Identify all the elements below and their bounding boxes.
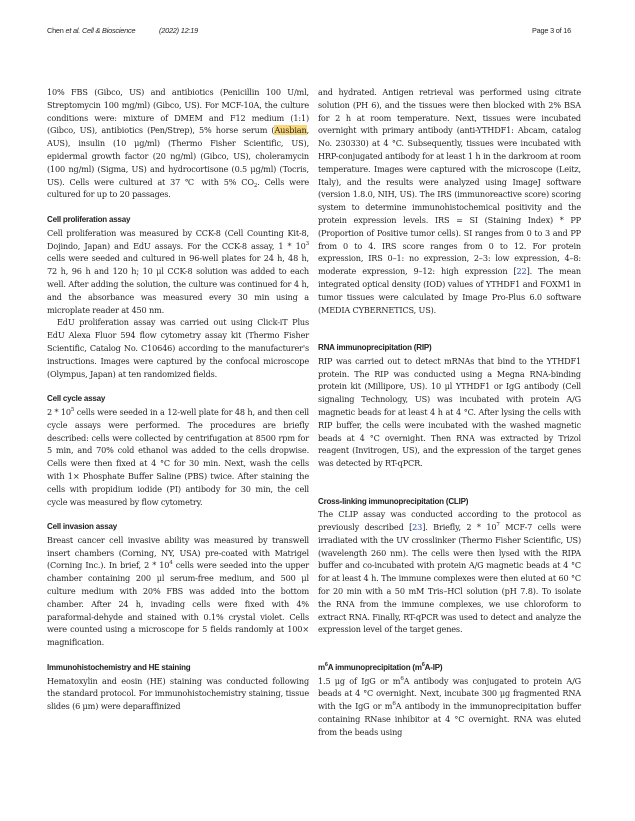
text-span: Cell proliferation was measured by CCK-8 (Cell Counting Kit-8, Dojindo, Japan) and EdU assays. For the CCK-8 assay, 1 * 10 xyxy=(47,227,309,251)
text-span: , AUS), insulin (10 μg/ml) (Thermo Fisher Scientific, US), epidermal growth factor (20 ng/ml) (Gibco, US), choleramycin (100 ng/ml) (Sigma, US) and hydrocortisone (0.5 μg/ml) (Tocris, US). Cells were cultured at 37 ℃ with 5% CO xyxy=(47,125,309,187)
header-year-volume: (2022) 12:19 xyxy=(159,26,198,35)
header-authors: Chen xyxy=(47,26,64,35)
highlighted-text[interactable]: Ausbian xyxy=(274,125,307,136)
text-span: The CLIP assay was conducted according to the protocol as previously described [ xyxy=(318,509,581,533)
clip-paragraph xyxy=(318,508,581,636)
culture-paragraph xyxy=(47,86,309,201)
superscript: 6 xyxy=(421,661,425,668)
subscript: 2 xyxy=(253,182,258,189)
ihc-continued-paragraph xyxy=(318,86,581,316)
header-citation-left xyxy=(47,26,135,35)
superscript: 4 xyxy=(169,560,173,567)
text-span: 2 * 10 xyxy=(47,406,71,417)
right-column xyxy=(318,86,581,739)
superscript: 6 xyxy=(400,675,404,682)
text-span: cells were seeded into the upper chamber containing 200 μl serum-free medium, and 500 μl culture medium with 20% FBS was added into the bottom chamber. After 24 h, invading cells were fixed with 4% paraformal-dehyde and stained with 0.1% crystal violet. Cells were counted using a microscope for 5 fields randomly at 100× magnification. xyxy=(47,560,309,648)
proliferation-paragraph-1 xyxy=(47,227,309,317)
cell-cycle-paragraph xyxy=(47,406,309,508)
proliferation-paragraph-2: EdU proliferation assay was carried out using Click-iT Plus EdU Alexa Fluor 594 flow cytometry assay kit (Thermo Fisher Scientific, Catalog No. C10646) according to the manufacturer's instructions. Images were captured by the confocal microscope (Olympus, Japan) at ten randomized fields. xyxy=(47,317,309,379)
section-heading-proliferation: Cell proliferation assay xyxy=(47,214,131,224)
left-column xyxy=(47,86,309,713)
header-etal: et al. xyxy=(65,26,81,35)
superscript: 6 xyxy=(392,701,396,708)
invasion-paragraph xyxy=(47,534,309,649)
reference-link-23[interactable]: 23 xyxy=(412,522,423,533)
page-number: Page 3 of 16 xyxy=(532,26,571,35)
text-span: A immunoprecipitation (m xyxy=(327,662,422,672)
reference-link-22[interactable]: 22 xyxy=(516,266,527,277)
section-heading-clip: Cross-linking immunoprecipitation (CLIP) xyxy=(318,496,469,506)
section-heading-cell-cycle: Cell cycle assay xyxy=(47,394,106,404)
text-span: 1.5 μg of IgG or m xyxy=(318,675,401,686)
text-span: cells were seeded and cultured in 96-well plates for 24 h, 48 h, 72 h, 96 h and 120 h; 10 μl CCK-8 solution was added to each well. After adding the solution, the culture was continued for 4 h, and the absorbance was measured every 30 min using a microplate reader at 450 nm. xyxy=(47,253,309,315)
text-span: MCF-7 cells were irradiated with the UV crosslinker (Thermo Fisher Scientific, US) (wavelength 260 nm). The cells were then lysed with the RIPA buffer and co-incubated with protein A/G magnetic beads at 4 °C for at least 4 h. The immune complexes were then eluted at 60 °C for 20 min with a 50 mM Tris–HCl solution (pH 7.8). To isolate the RNA from the immune complexes, we use chloroform to extract RNA. Finally, RT-qPCR was used to detect and analyze the expression level of the target genes. xyxy=(318,522,581,635)
superscript: 6 xyxy=(324,661,328,668)
text-span: m xyxy=(318,662,325,672)
ihc-paragraph: Hematoxylin and eosin (HE) staining was conducted following the standard protocol. For immunohistochemistry staining, tissue slides (6 μm) were deparaffinized xyxy=(47,675,309,712)
section-heading-invasion: Cell invasion assay xyxy=(47,522,118,532)
text-span: . Cells were cultured for up to 20 passages. xyxy=(47,176,309,200)
text-span: Breast cancer cell invasive ability was measured by transwell insert chambers (Corning, NY, USA) pre-coated with Matrigel (Corning Inc.). In brief, 2 * 10 xyxy=(47,534,309,571)
section-heading-ihc: Immunohistochemistry and HE staining xyxy=(47,662,191,672)
superscript: 5 xyxy=(70,406,75,413)
text-span: A antibody was conjugated to protein A/G beads at 4 °C overnight. Next, incubate 300 μg fragmented RNA with the IgG or m xyxy=(318,675,581,712)
section-heading-m6a-ip xyxy=(318,662,581,675)
text-span: 10% FBS (Gibco, US) and antibiotics (Penicillin 100 U/ml, Streptomycin 100 mg/ml) (Gibco, US). For MCF-10A, the culture conditions were: mixture of DMEM and F12 medium (1:1) (Gibco, US), antibiotics (Pen/Strep), 5% horse serum ( xyxy=(47,87,309,136)
m6a-ip-paragraph xyxy=(318,675,581,739)
header-journal: Cell & Bioscience xyxy=(81,26,136,35)
text-span: A antibody in the immunoprecipitation buffer containing RNase inhibitor at 4 °C overnight. RNA was eluted from the beads using xyxy=(318,701,581,737)
rip-paragraph: RIP was carried out to detect mRNAs that bind to the YTHDF1 protein. The RIP was conducted using a Megna RNA-binding protein kit (Millipore, US). 10 μl YTHDF1 or IgG antibody (Cell signaling Technology, US) was incubated with protein A/G magnetic beads for at least 4 h at 4 °C. After lysing the cells with RIP buffer, the cells were incubated with the washed magnetic beads at 4 °C overnight. Then RNA was extracted by Trizol reagent (Invitrogen, US), and the expression of the target genes was detected by RT-qPCR. xyxy=(318,355,581,469)
running-header xyxy=(47,26,595,40)
text-span: A-IP) xyxy=(424,662,443,672)
superscript: 7 xyxy=(496,522,500,529)
section-heading-rip: RNA immunoprecipitation (RIP) xyxy=(318,342,432,352)
superscript: 3 xyxy=(305,240,309,247)
text-span: ]. Briefly, 2 * 10 xyxy=(422,522,497,533)
text-span: and hydrated. Antigen retrieval was performed using citrate solution (PH 6), and the tissues were then blocked with 2% BSA for 2 h at room temperature. Next, tissues were incubated overnight with primary antibody (anti-YTHDF1: Abcam, catalog No. 230330) at 4 °C. Subsequently, tissues were incubated with HRP-conjugated antibody for at least 1 h in the darkroom at room temperature. Images were captured with the microscope (Leitz, Italy), and the results were analyzed using ImageJ software (version 1.8.0, NIH, US). The IRS (immunoreactive score) scoring system to determine immunohistochemical positivity and the protein expression levels. IRS = SI (Staining Index) * PP (Proportion of Positive tumor cells). SI ranges from 0 to 3 and PP from 0 to 4. IRS score ranges from 0 to 12. For protein expression, IRS 0–1: no expression, 2–3: low expression, 4–8: moderate expression, 9–12: high expression [ xyxy=(318,87,581,277)
text-span: cells were seeded in a 12-well plate for 48 h, and then cell cycle assays were performed. The procedures are briefly described: cells were collected by centrifugation at 8500 rpm for 5 min, and 70% cold ethanol was added to the cells dropwise. Cells were then fixed at 4 °C for 30 min. Next, wash the cells with 1× Phosphate Buffer Saline (PBS) twice. After staining the cells with propidium iodide (PI) antibody for 30 min, the cell cycle was measured by flow cytometry. xyxy=(47,406,309,507)
text-span: ]. The mean integrated optical density (IOD) values of YTHDF1 and FOXM1 in tumor tissues were calculated by Image Pro-Plus 6.0 software (MEDIA CYBERNETICS, US). xyxy=(318,266,581,315)
